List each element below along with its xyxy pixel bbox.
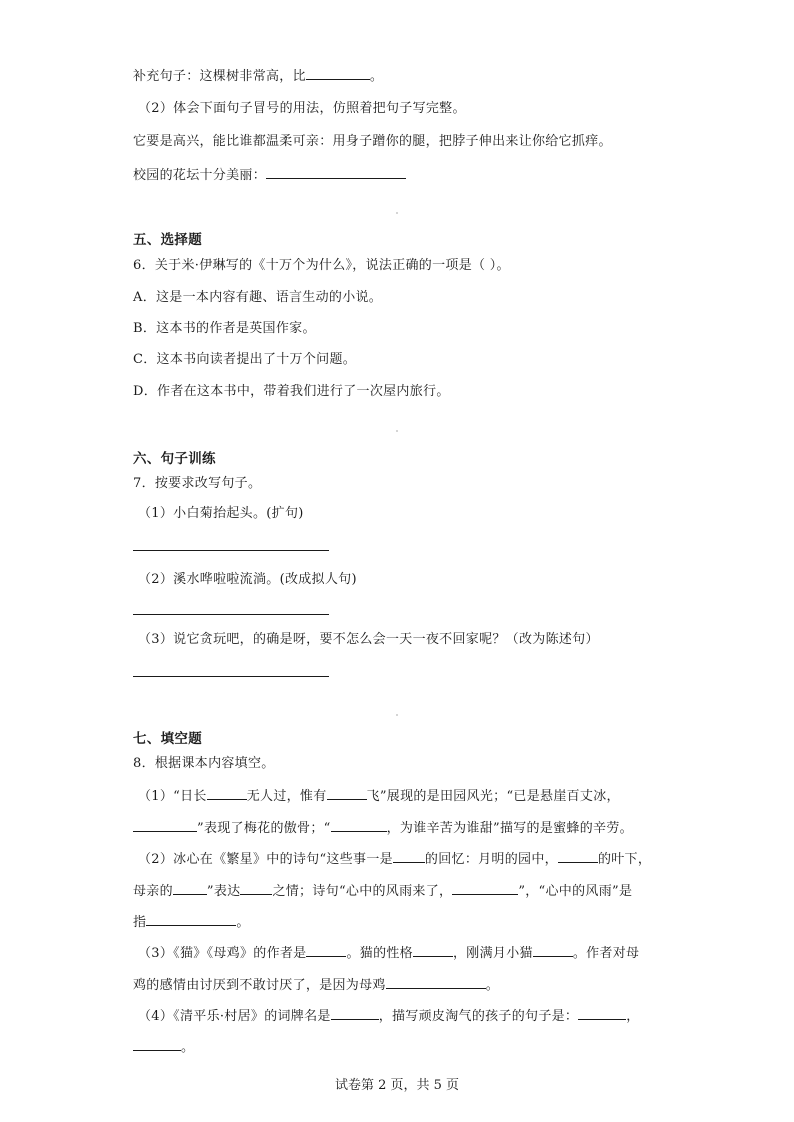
separator-dot xyxy=(396,212,398,214)
fill-blank[interactable] xyxy=(146,913,236,926)
answer-line[interactable] xyxy=(133,676,329,677)
rewrite-item-2: （2）溪水哗啦啦流淌。(改成拟人句) xyxy=(138,572,357,587)
fill-blank[interactable] xyxy=(306,67,370,80)
section-heading-choice: 五、选择题 xyxy=(133,232,202,248)
fill-item-2-line3: 指 。 xyxy=(133,915,250,930)
fill-blank[interactable] xyxy=(133,819,197,832)
fill-blank[interactable] xyxy=(240,882,272,895)
separator-dot xyxy=(396,430,398,432)
section-heading-sentence: 六、句子训练 xyxy=(133,451,216,467)
answer-line[interactable] xyxy=(133,550,329,551)
option-b[interactable]: B．这本书的作者是英国作家。 xyxy=(133,321,316,336)
fill-blank[interactable] xyxy=(393,850,425,863)
fill-item-2-line2: 母亲的 ”表达 之情；诗句“心中的风雨来了， ”，“心中的风雨”是 xyxy=(133,884,633,899)
rewrite-item-1: （1）小白菊抬起头。(扩句) xyxy=(138,506,304,521)
rewrite-item-3: （3）说它贪玩吧，的确是呀，要不怎么会一天一夜不回家呢？（改为陈述句） xyxy=(138,632,599,647)
section-heading-fill: 七、填空题 xyxy=(133,731,202,747)
fill-blank[interactable] xyxy=(133,1038,181,1051)
fill-blank[interactable] xyxy=(558,850,598,863)
fill-item-2-line1: （2）冰心在《繁星》中的诗句“这些事一是 的回忆：月明的园中， 的叶下， xyxy=(138,852,652,867)
fill-blank[interactable] xyxy=(266,166,406,179)
fill-blank[interactable] xyxy=(306,944,346,957)
fill-item-4-line1: （4）《清平乐·村居》的词牌名是 ，描写顽皮淘气的孩子的句子是： ， xyxy=(138,1009,640,1024)
fill-blank[interactable] xyxy=(578,1007,626,1020)
page-footer: 试卷第 2 页，共 5 页 xyxy=(334,1078,460,1093)
fill-item-1-line1: （1）“日长 无人过，惟有 飞”展现的是田园风光；“已是悬崖百丈冰， xyxy=(138,789,620,804)
question-8: 8．根据课本内容填空。 xyxy=(133,756,275,771)
question-7: 7．按要求改写句子。 xyxy=(133,476,262,491)
q5-example-sentence: 它要是高兴，能比谁都温柔可亲：用身子蹭你的腿，把脖子伸出来让你给它抓痒。 xyxy=(133,134,612,149)
option-a[interactable]: A．这是一本内容有趣、语言生动的小说。 xyxy=(133,290,383,305)
answer-line[interactable] xyxy=(133,614,329,615)
option-d[interactable]: D．作者在这本书中，带着我们进行了一次屋内旅行。 xyxy=(133,384,450,399)
separator-dot xyxy=(396,714,398,716)
fill-blank[interactable] xyxy=(207,787,247,800)
supplement-sentence: 补充句子：这棵树非常高，比 。 xyxy=(133,69,384,84)
question-6: 6．关于米·伊琳写的《十万个为什么》，说法正确的一项是（ ）。 xyxy=(133,258,510,273)
fill-blank[interactable] xyxy=(386,976,486,989)
fill-blank[interactable] xyxy=(331,819,387,832)
fill-item-1-line2: ”表现了梅花的傲骨；“ ，为谁辛苦为谁甜”描写的是蜜蜂的辛劳。 xyxy=(133,819,633,837)
fill-blank[interactable] xyxy=(413,944,453,957)
q5-task-sentence: 校园的花坛十分美丽： xyxy=(133,166,406,184)
option-c[interactable]: C．这本书向读者提出了十万个问题。 xyxy=(133,352,357,367)
fill-blank[interactable] xyxy=(452,882,518,895)
fill-blank[interactable] xyxy=(331,1007,379,1020)
fill-item-3-line2: 鸡的感情由讨厌到不敢讨厌了，是因为母鸡 。 xyxy=(133,978,500,993)
fill-item-4-line2: 。 xyxy=(133,1038,194,1056)
q5-part2-instruction: （2）体会下面句子冒号的用法，仿照着把句子写完整。 xyxy=(138,101,466,116)
fill-blank[interactable] xyxy=(327,787,367,800)
fill-item-3-line1: （3）《猫》《母鸡》的作者是 。猫的性格 ，刚满月小猫 。作者对母 xyxy=(138,946,640,961)
fill-blank[interactable] xyxy=(173,882,207,895)
fill-blank[interactable] xyxy=(533,944,573,957)
